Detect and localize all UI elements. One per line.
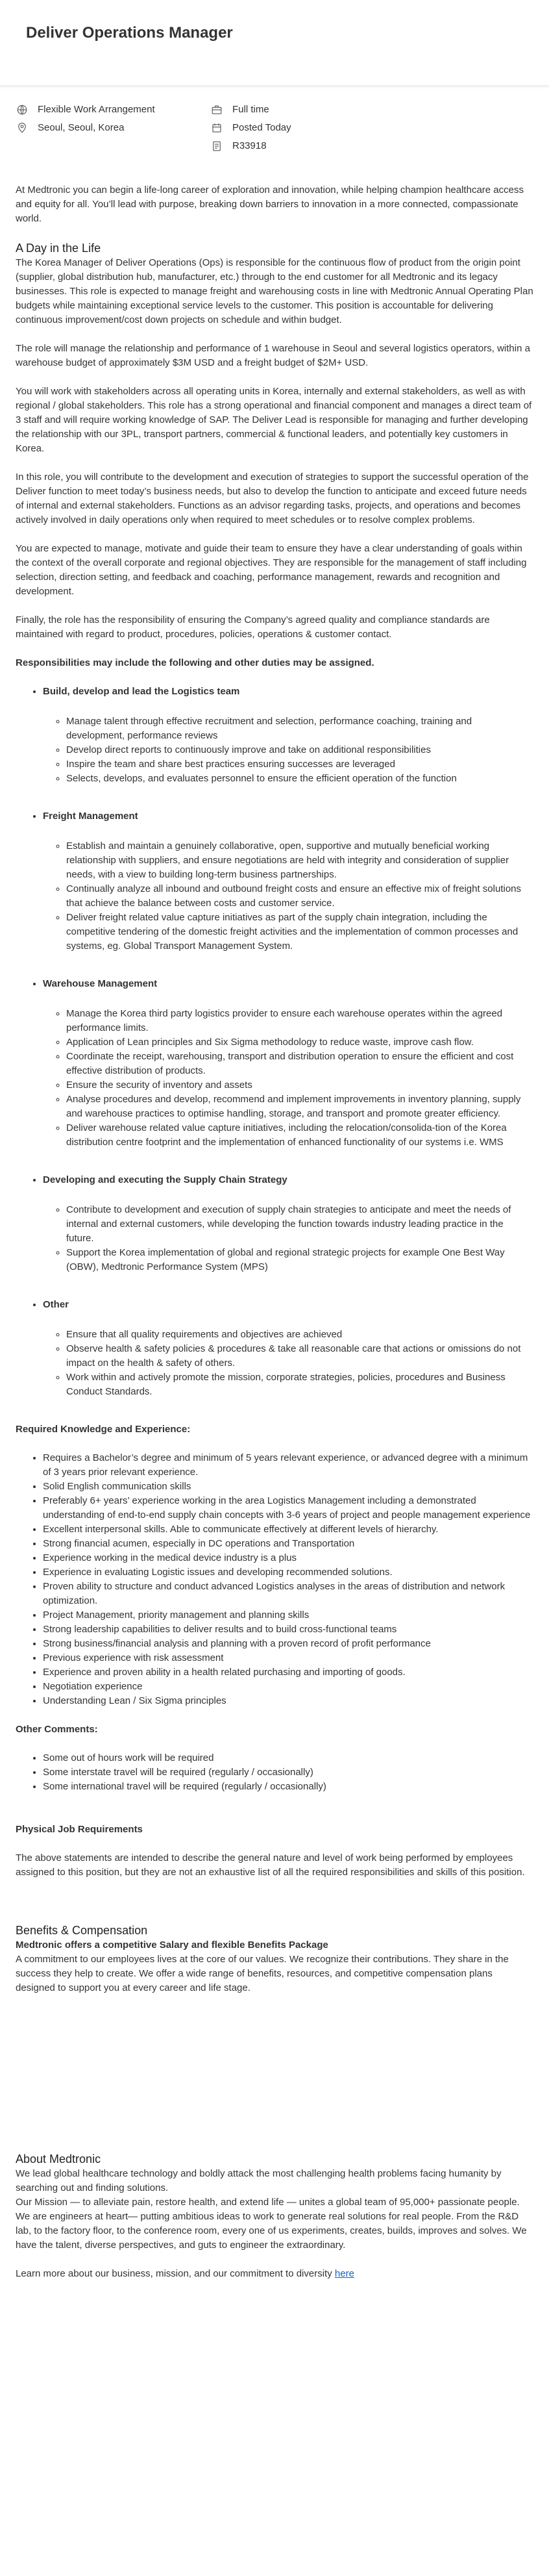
- about-heading: About Medtronic: [16, 2153, 101, 2166]
- list-item: • Proven ability to structure and conduct advanced Logistics analyses in the areas of distribution and network optimization.: [43, 1580, 533, 1608]
- requisition-id: [210, 139, 405, 153]
- group-items: [55, 839, 522, 953]
- day-paragraph-1: The Korea Manager of Deliver Operations (Ops) is responsible for the continuous flow of product from the origin point (supplier, global distribution hub, manufacturer, etc.) through to the end customer for all Medtronic and its legacy businesses. This role is expected to manage freight and warehousing costs in line with Medtronic Annual Operating Plan budgets while maintaining exceptional service levels to the customer. This position is accountable for delivering continuous improvement/cost down projects on schedule and within budget.: [16, 257, 533, 325]
- job-location: [16, 121, 210, 135]
- footer-space: [16, 2295, 533, 2334]
- list-item: ◦ Application of Lean principles and Six Sigma methodology to reduce waste, improve cash flow.: [66, 1035, 522, 1050]
- benefits-heading: Benefits & Compensation: [16, 1924, 148, 1937]
- group-items: [55, 714, 522, 786]
- list-item: • Preferably 6+ years’ experience working in the area Logistics Management including a demonstrated understanding of end-to-end supply chain concepts with 3-6 years of project and people management experience: [43, 1494, 533, 1522]
- list-item: • Strong financial acumen, especially in DC operations and Transportation: [43, 1537, 533, 1551]
- list-item: ◦ Continually analyze all inbound and outbound freight costs and ensure an effective mix of freight solutions that achieve the balance between costs and customer service.: [66, 882, 522, 911]
- requisition-id-label: R33918: [232, 140, 267, 151]
- list-item: ◦ Work within and actively promote the mission, corporate strategies, policies, procedures and Business Conduct Standards.: [66, 1370, 522, 1399]
- list-item: ◦ Ensure the security of inventory and assets: [66, 1078, 522, 1092]
- work-arrangement: [16, 103, 210, 117]
- physical-heading: Physical Job Requirements: [16, 1824, 143, 1835]
- about-line-3: We are engineers at heart— putting ambitious ideas to work to generate real solutions for real people. From the R&D lab, to the factory floor, to the conference room, every one of us experiments, creates, builds, improves and solves. We have the talent, diverse perspectives, and guts to engineer the extraordinary.: [16, 2211, 527, 2251]
- group-title: Developing and executing the Supply Chain Strategy: [43, 1174, 287, 1185]
- job-meta: [16, 103, 533, 153]
- day-in-life-heading: A Day in the Life: [16, 242, 101, 255]
- requirements-list: [43, 1451, 533, 1708]
- list-item: • Experience working in the medical device industry is a plus: [43, 1551, 533, 1565]
- list-item: ◦ Ensure that all quality requirements and objectives are achieved: [66, 1328, 522, 1342]
- day-paragraph-4: In this role, you will contribute to the development and execution of strategies to support the successful operation of the Deliver function to meet today’s business needs, but also to develop the function to anticipate and exceed future needs of internal and external stakeholders. Functions as an advisor regarding tasks, projects, and operations and becomes actively involved in daily operations only when required to meet schedules or to resolve complex problems.: [16, 472, 529, 525]
- list-item: • Experience and proven ability in a health related purchasing and importing of goods.: [43, 1665, 533, 1680]
- list-item: ◦ Manage talent through effective recruitment and selection, performance coaching, training and development, performance reviews: [66, 714, 522, 743]
- job-location-label: Seoul, Seoul, Korea: [38, 122, 125, 133]
- list-item: ◦ Observe health & safety policies & procedures & take all reasonable care that actions or omissions do not impact on the health & safety of others.: [66, 1342, 522, 1370]
- about-line-1: We lead global healthcare technology and boldly attack the most challenging health problems facing humanity by searching out and finding solutions.: [16, 2168, 502, 2193]
- benefits-subheading: Medtronic offers a competitive Salary and flexible Benefits Package: [16, 1939, 328, 1951]
- list-item: ◦ Support the Korea implementation of global and regional strategic projects for example One Best Way (OBW), Medtronic Performance System (MPS): [66, 1246, 522, 1274]
- list-item: ◦ Contribute to development and execution of supply chain strategies to anticipate and meet the needs of internal and external customers, while developing the function towards industry leading practice in the future.: [66, 1203, 522, 1246]
- list-item: • Experience in evaluating Logistic issues and developing recommended solutions.: [43, 1565, 533, 1580]
- calendar-icon: [210, 121, 223, 134]
- day-paragraph-2: The role will manage the relationship and performance of 1 warehouse in Seoul and several logistics operators, within a warehouse budget of approximately $3M USD and a freight budget of $2M+ USD.: [16, 343, 530, 368]
- diversity-link[interactable]: here: [334, 2268, 354, 2279]
- list-item: ◦ Inspire the team and share best practices ensuring successes are leveraged: [66, 757, 522, 772]
- list-item: • Project Management, priority management and planning skills: [43, 1608, 533, 1623]
- posted-date: [210, 121, 405, 135]
- list-item: • Some international travel will be required (regularly / occasionally): [43, 1780, 533, 1794]
- list-item: • Strong leadership capabilities to deliver results and to build cross-functional teams: [43, 1623, 533, 1637]
- list-item: • Understanding Lean / Six Sigma principles: [43, 1694, 533, 1708]
- list-item: • Previous experience with risk assessment: [43, 1651, 533, 1665]
- list-item: ◦ Selects, develops, and evaluates personnel to ensure the efficient operation of the function: [66, 772, 522, 786]
- id-tag-icon: [210, 140, 223, 153]
- learn-more: [16, 2267, 533, 2281]
- responsibility-groups: [43, 685, 533, 1399]
- list-item: ◦ Analyse procedures and develop, recommend and implement improvements in inventory planning, supply and warehouse practices to optimise handling, storage, and transport and promote greater efficiency.: [66, 1092, 522, 1121]
- day-paragraph-6: Finally, the role has the responsibility of ensuring the Company’s agreed quality and compliance standards are maintained with regard to product, procedures, policies, operations & customer contact.: [16, 614, 490, 640]
- day-paragraph-3: You will work with stakeholders across all operating units in Korea, internally and external stakeholders, as well as with regional / global stakeholders. This role has a strong operational and financial component and manages a direct team of 3 staff and will require working knowledge of SAP. The Deliver Lead is responsible for managing and further developing the relationship with our 3PL, transport partners, commercial & functional leaders, and potentially key customers in Korea.: [16, 386, 532, 454]
- requirements-heading: Required Knowledge and Experience:: [16, 1424, 191, 1435]
- group-title: Warehouse Management: [43, 978, 158, 989]
- list-item: • Excellent interpersonal skills. Able to communicate effectively at different levels of hierarchy.: [43, 1522, 533, 1537]
- group-items: [55, 1007, 522, 1150]
- other-comments-heading: Other Comments:: [16, 1724, 98, 1735]
- group-warehouse-management: [43, 977, 533, 1150]
- work-arrangement-label: Flexible Work Arrangement: [38, 104, 155, 115]
- list-item: • Requires a Bachelor’s degree and minimum of 5 years relevant experience, or advanced degree with a minimum of 3 years prior relevant experience.: [43, 1451, 533, 1480]
- group-items: [55, 1328, 522, 1399]
- employment-type-label: Full time: [232, 104, 269, 115]
- job-content: [0, 86, 549, 2334]
- responsibilities-intro: Responsibilities may include the following and other duties may be assigned.: [16, 657, 374, 668]
- benefits-text: A commitment to our employees lives at the core of our values. We recognize their contributions. They share in the success they help to create. We offer a wide range of benefits, resources, and competitive compensation plans designed to support you at every career and life stage.: [16, 1954, 509, 1993]
- location-pin-icon: [16, 121, 29, 134]
- group-title: Other: [43, 1299, 69, 1310]
- globe-icon: [16, 103, 29, 116]
- briefcase-icon: [210, 103, 223, 116]
- list-item: ◦ Establish and maintain a genuinely collaborative, open, supportive and mutually beneficial working relationship with suppliers, and ensure negotiations are held with integrity and consideration of supplier needs, with a view to building long-term business partnerships.: [66, 839, 522, 882]
- group-supply-chain-strategy: [43, 1173, 533, 1274]
- other-comments-list: [43, 1751, 533, 1794]
- list-item: ◦ Deliver freight related value capture initiatives as part of the supply chain integration, including the competitive tendering of the domestic freight activities and the implementation of common processes and systems, eg. Global Transport Management System.: [66, 911, 522, 953]
- group-items: [55, 1203, 522, 1274]
- list-item: ◦ Deliver warehouse related value capture initiatives, including the relocation/consolida-tion of the Korea distribution centre footprint and the implementation of enhanced functionality of our systems i.e. WMS: [66, 1121, 522, 1150]
- list-item: • Strong business/financial analysis and planning with a proven record of profit performance: [43, 1637, 533, 1651]
- intro-paragraph: At Medtronic you can begin a life-long career of exploration and innovation, while helping champion healthcare access and equity for all. You’ll lead with purpose, breaking down barriers to innovation in a more connected, compassionate world.: [16, 184, 524, 224]
- learn-more-text: Learn more about our business, mission, and our commitment to diversity: [16, 2268, 332, 2279]
- group-title: Build, develop and lead the Logistics team: [43, 686, 240, 697]
- job-title: Deliver Operations Manager: [26, 24, 233, 42]
- physical-text: The above statements are intended to describe the general nature and level of work being performed by employees assigned to this position, but they are not an exhaustive list of all the required responsibilities and skills of this position.: [16, 1852, 525, 1878]
- list-item: • Some out of hours work will be required: [43, 1751, 533, 1765]
- list-item: • Negotiation experience: [43, 1680, 533, 1694]
- empty-slot: [16, 139, 210, 153]
- posted-date-label: Posted Today: [232, 122, 291, 133]
- list-item: • Solid English communication skills: [43, 1480, 533, 1494]
- group-logistics-team: [43, 685, 533, 786]
- about-line-2: Our Mission — to alleviate pain, restore health, and extend life — unites a global team of 95,000+ passionate people.: [16, 2197, 520, 2208]
- list-item: • Some interstate travel will be required (regularly / occasionally): [43, 1765, 533, 1780]
- group-other: [43, 1298, 533, 1399]
- day-paragraph-5: You are expected to manage, motivate and guide their team to ensure they have a clear understanding of goals within the context of the overall corporate and regional objectives. They are responsible for the management of staff including selection, direction setting, and feedback and coaching, performance management, rewards and recognition and development.: [16, 543, 527, 597]
- employment-type: [210, 103, 405, 117]
- list-item: ◦ Manage the Korea third party logistics provider to ensure each warehouse operates within the agreed performance limits.: [66, 1007, 522, 1035]
- job-header: [0, 0, 549, 86]
- group-title: Freight Management: [43, 811, 138, 822]
- list-item: ◦ Coordinate the receipt, warehousing, transport and distribution operation to ensure the efficient and cost effective distribution of products.: [66, 1050, 522, 1078]
- list-item: ◦ Develop direct reports to continuously improve and take on additional responsibilities: [66, 743, 522, 757]
- group-freight-management: [43, 809, 533, 953]
